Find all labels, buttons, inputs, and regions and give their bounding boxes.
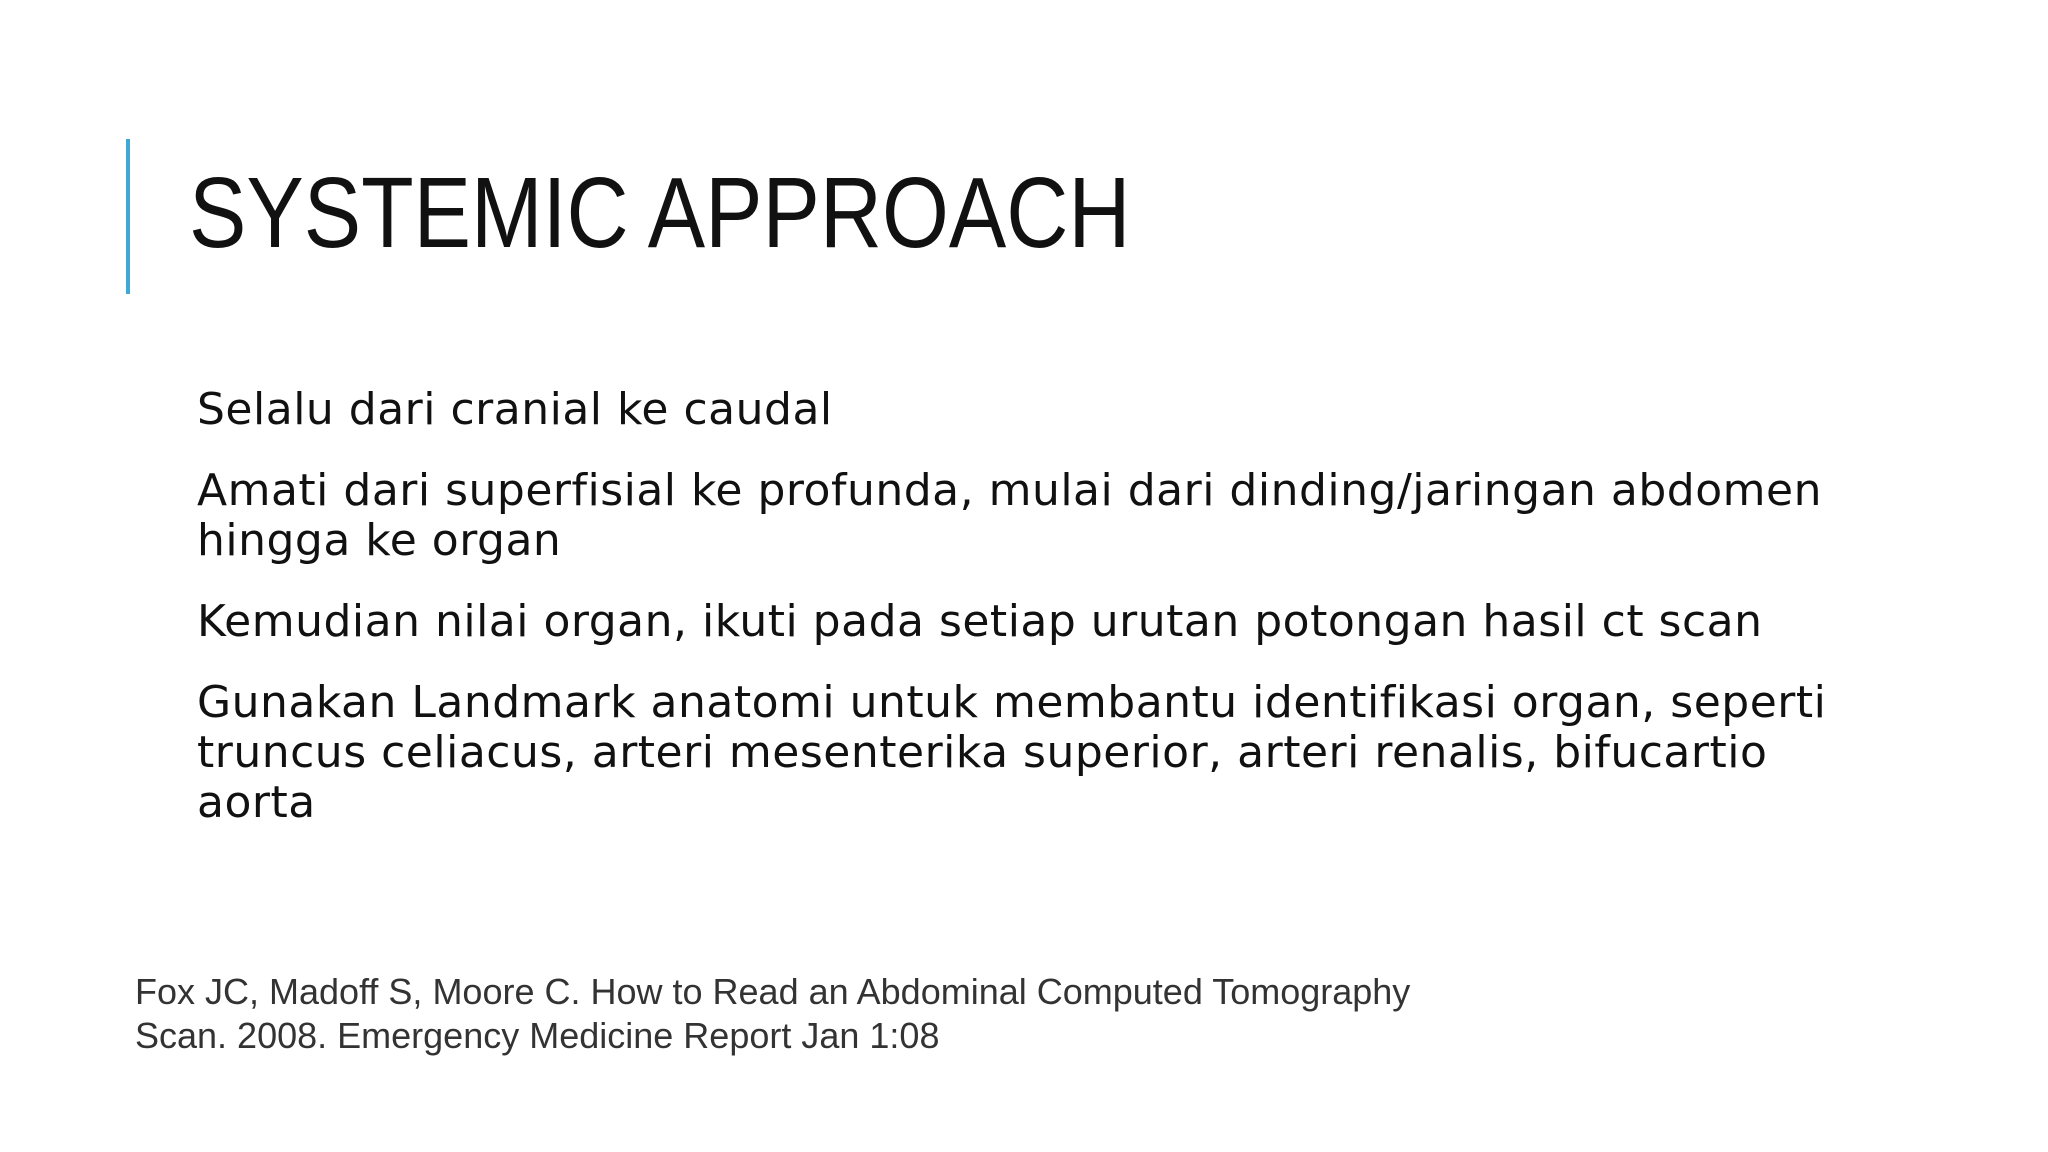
bullet-item: Gunakan Landmark anatomi untuk membantu identifikasi organ, seperti truncus celiacus, arteri mesenterika superior, arteri renalis, bifucartio aorta bbox=[197, 677, 1827, 828]
reference-line: Scan. 2008. Emergency Medicine Report Jan 1:08 bbox=[135, 1015, 940, 1056]
bullet-item: Amati dari superfisial ke profunda, mulai dari dinding/jaringan abdomen hingga ke organ bbox=[197, 465, 1822, 566]
reference-line: Fox JC, Madoff S, Moore C. How to Read an Abdominal Computed Tomography bbox=[135, 971, 1411, 1012]
bullet-item: Selalu dari cranial ke caudal bbox=[197, 384, 833, 435]
reference-citation bbox=[135, 970, 1735, 1058]
bullet-item: Kemudian nilai organ, ikuti pada setiap urutan potongan hasil ct scan bbox=[197, 596, 1763, 647]
title-accent-bar bbox=[126, 139, 130, 294]
slide-title: SYSTEMIC APPROACH bbox=[189, 157, 1131, 269]
bullet-list bbox=[197, 385, 1837, 859]
